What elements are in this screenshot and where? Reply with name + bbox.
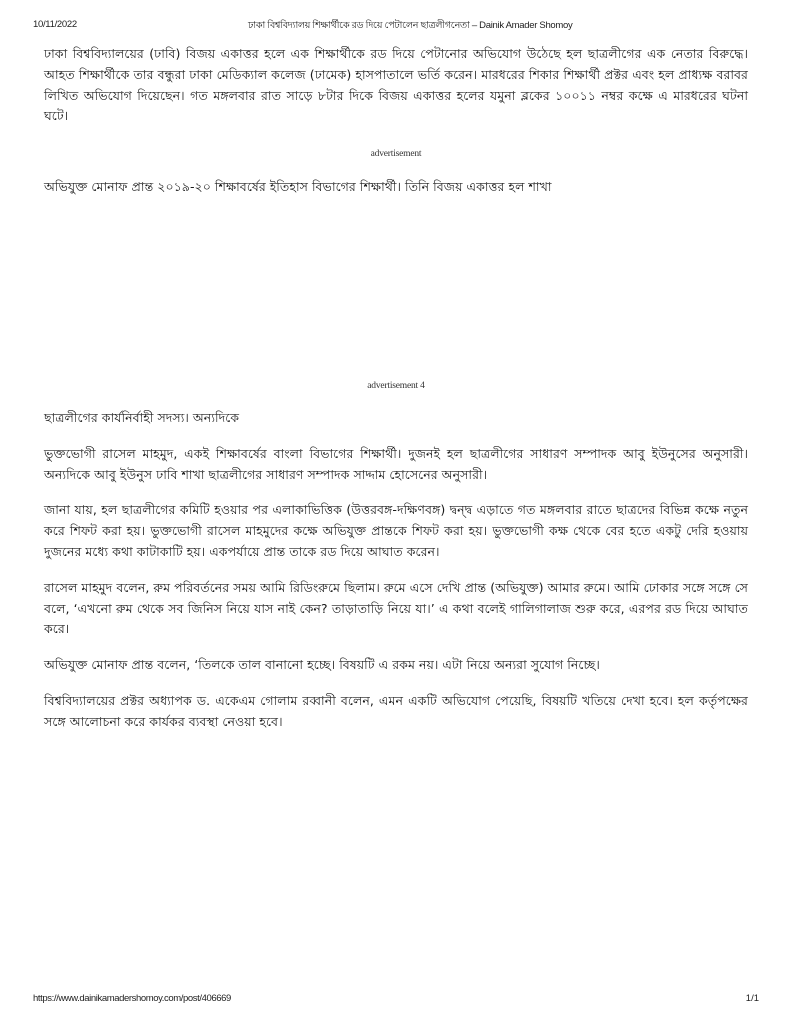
article-paragraph-6: রাসেল মাহমুদ বলেন, রুম পরিবর্তনের সময় আমি রিডিংরুমে ছিলাম। রুমে এসে দেখি প্রান্ত (অভিযুক্ত) আমার রুমে। আমি ঢোকার সঙ্গে সঙ্গে সে বলে, ‘এখনো রুম থেকে সব জিনিস নিয়ে যাস নাই কেন? তাড়াতাড়ি নিয়ে যা।’ এ কথা বলেই গালিগালাজ শুরু করে, এরপর রড দিয়ে আঘাত করে। [44, 579, 748, 637]
article-paragraph-4: ভুক্তভোগী রাসেল মাহমুদ, একই শিক্ষাবর্ষের বাংলা বিভাগের শিক্ষার্থী। দুজনই হল ছাত্রলীগের সাধারণ সম্পাদক আবু ইউনুসের অনুসারী। অন্যদিকে আবু ইউনুস ঢাবি শাখা ছাত্রলীগের সাধারণ সম্পাদক সাদ্দাম হোসেনের অনুসারী। [44, 445, 748, 482]
article-paragraph-1: ঢাকা বিশ্ববিদ্যালয়ের (ঢাবি) বিজয় একাত্তর হলে এক শিক্ষার্থীকে রড দিয়ে পেটানোর অভিযোগ উঠেছে হল ছাত্রলীগের এক নেতার বিরুদ্ধে। আহত শিক্ষার্থীকে তার বন্ধুরা ঢাকা মেডিক্যাল কলেজ (ঢামেক) হাসপাতালে ভর্তি করেন। মারধরের শিকার শিক্ষার্থী প্রক্টর এবং হল প্রাধ্যক্ষ বরাবর লিখিত অভিযোগ দিয়েছেন। গত মঙ্গলবার রাত সাড়ে ৮টার দিকে বিজয় একাত্তর হলের যমুনা ব্লকের ১০০১১ নম্বর কক্ষে এ মারধরের ঘটনা ঘটে। [44, 46, 748, 124]
print-footer [0, 993, 791, 1007]
article-paragraph-3: ছাত্রলীগের কার্যনির্বাহী সদস্য। অন্যদিকে [44, 409, 240, 425]
article-paragraph-2: অভিযুক্ত মোনাফ প্রান্ত ২০১৯-২০ শিক্ষাবর্ষের ইতিহাস বিভাগের শিক্ষার্থী। তিনি বিজয় একাত্তর হল শাখা [44, 179, 552, 195]
page-url: https://www.dainikamadershomoy.com/post/406669 [33, 993, 231, 1004]
article-body [44, 44, 748, 733]
page-number: 1/1 [745, 993, 759, 1004]
advertisement-label-2: advertisement 4 [367, 380, 425, 391]
page-title: ঢাকা বিশ্ববিদ্যালয় শিক্ষার্থীকে রড দিয়ে পেটালেন ছাত্রলীগনেতা – Dainik Amader Shomoy [248, 20, 573, 31]
advertisement-label-1: advertisement [370, 149, 422, 160]
article-paragraph-8: বিশ্ববিদ্যালয়ের প্রক্টর অধ্যাপক ড. একেএম গোলাম রব্বানী বলেন, এমন একটি অভিযোগ পেয়েছি, বিষয়টি খতিয়ে দেখা হবে। হল কর্তৃপক্ষের সঙ্গে আলোচনা করে কার্যকর ব্যবস্থা নেওয়া হবে। [44, 692, 748, 729]
print-date: 10/11/2022 [33, 19, 77, 30]
article-paragraph-5: জানা যায়, হল ছাত্রলীগের কমিটি হওয়ার পর এলাকাভিত্তিক (উত্তরবঙ্গ-দক্ষিণবঙ্গ) দ্বন্দ্ব এড়াতে গত মঙ্গলবার রাতে ছাত্রদের বিভিন্ন কক্ষে নতুন করে শিফট করা হয়। ভুক্তভোগী রাসেল মাহমুদের কক্ষে অভিযুক্ত প্রান্তকে শিফট করা হয়। ভুক্তভোগী কক্ষ থেকে বের হতে একটু দেরি হওয়ায় দুজনের মধ্যে কথা কাটাকাটি হয়। একপর্যায়ে প্রান্ত তাকে রড দিয়ে আঘাত করেন। [44, 502, 748, 559]
advertisement-slot [44, 198, 748, 378]
article-paragraph-7: অভিযুক্ত মোনাফ প্রান্ত বলেন, ‘তিলকে তাল বানানো হচ্ছে। বিষয়টি এ রকম নয়। এটা নিয়ে অন্যরা সুযোগ নিচ্ছে। [44, 657, 600, 673]
print-header [0, 19, 791, 33]
